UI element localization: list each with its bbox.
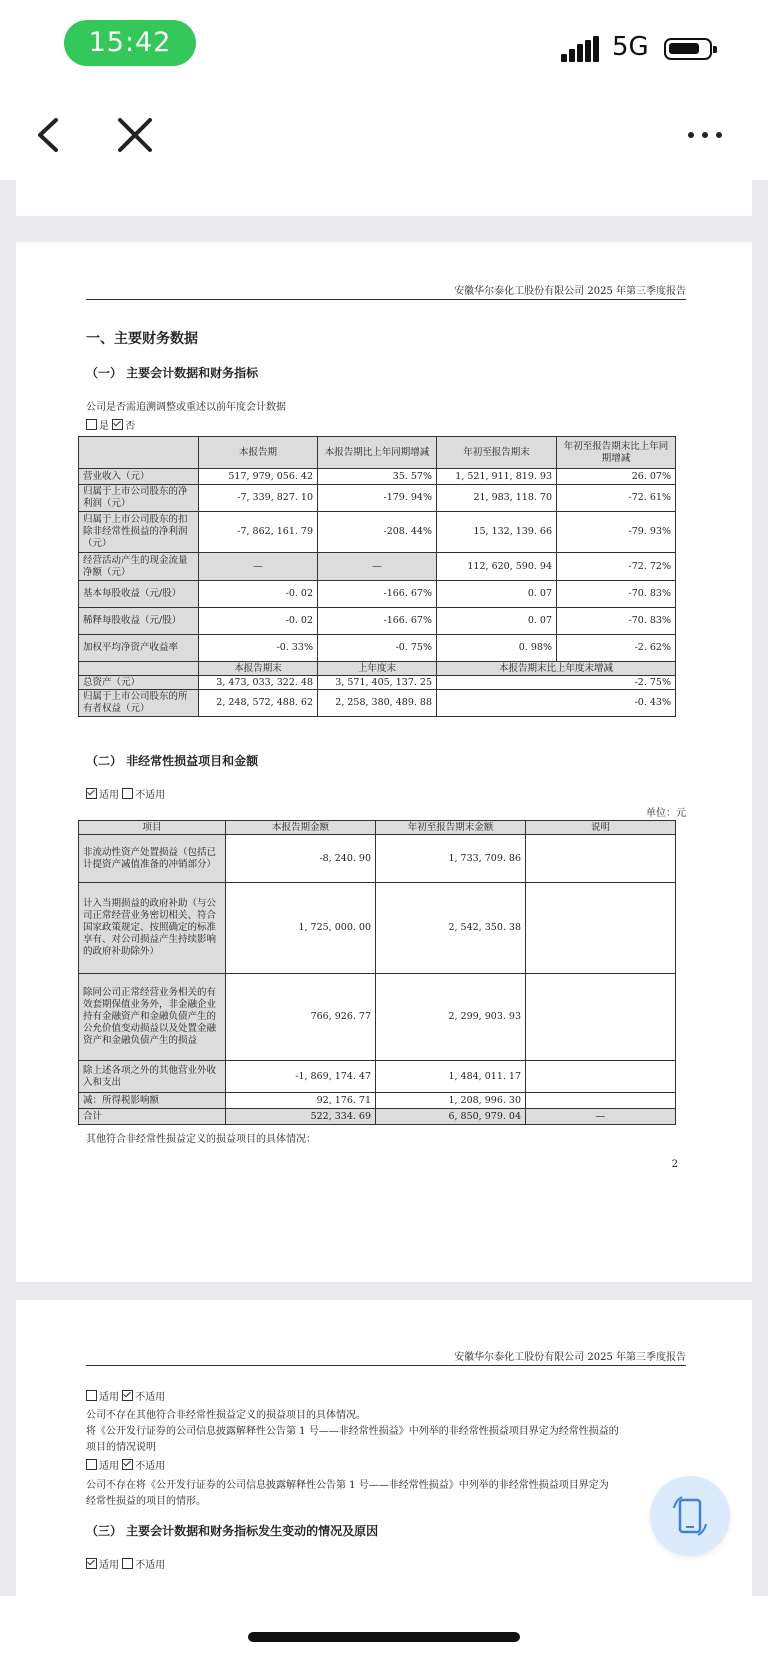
row-label: 营业收入（元）	[79, 469, 199, 485]
table-row	[79, 553, 676, 581]
cell-value: -166. 67%	[318, 581, 437, 608]
paragraph-text: 公司不存在其他符合非经常性损益定义的损益项目的具体情况。	[86, 1410, 366, 1421]
row-label: 合计	[79, 1109, 226, 1125]
applicable-options	[86, 786, 165, 801]
row-label: 归属于上市公司股东的净利润（元）	[79, 485, 199, 512]
option-not-applicable: 不适用	[135, 1461, 166, 1472]
report-header: 安徽华尔泰化工股份有限公司 2025 年第三季度报告	[86, 282, 686, 300]
cell-value: 3, 473, 033, 322. 48	[199, 676, 318, 690]
row-label: 减：所得税影响额	[79, 1093, 226, 1109]
row-label: 计入当期损益的政府补助（与公司正常经营业务密切相关、符合国家政策规定、按照确定的标准享有、对公司损益产生持续影响的政府补助除外）	[79, 883, 226, 974]
cell-value: 0. 98%	[437, 635, 557, 662]
cell-value: 2, 542, 350. 38	[376, 883, 526, 974]
option-no: 否	[125, 421, 136, 432]
cell-value: 6, 850, 979. 04	[376, 1109, 526, 1125]
restate-options	[86, 417, 135, 432]
table-header-cell: 本报告期金额	[226, 821, 376, 835]
cell-value: -179. 94%	[318, 485, 437, 512]
phone-rotate-icon	[670, 1494, 710, 1538]
option-yes: 是	[99, 421, 109, 432]
cell-value: 1, 484, 011. 17	[376, 1061, 526, 1093]
cell-value: -72. 72%	[557, 553, 676, 581]
paragraph-text: 将《公开发行证券的公司信息披露解释性公告第 1 号——非经常性损益》中列举的非经常性损益项目界定为经常性损益的	[86, 1426, 619, 1437]
table-header-cell: 本报告期比上年同期增减	[318, 437, 437, 469]
applicable-options	[86, 1556, 165, 1571]
checkbox-icon	[122, 1558, 133, 1569]
network-type: 5G	[612, 32, 649, 62]
row-label: 归属于上市公司股东的扣除非经常性损益的净利润（元）	[79, 512, 199, 553]
cell-note	[526, 974, 676, 1061]
rotate-screen-button[interactable]	[650, 1476, 730, 1556]
chevron-left-icon[interactable]	[28, 112, 74, 158]
cell-value: 92, 176. 71	[226, 1093, 376, 1109]
cell-note: —	[526, 1109, 676, 1125]
cell-value: —	[318, 553, 437, 581]
paragraph-text: 项目的情况说明	[86, 1442, 156, 1453]
cell-value: -2. 62%	[557, 635, 676, 662]
cell-value: 112, 620, 590. 94	[437, 553, 557, 581]
table-row	[79, 1061, 676, 1093]
cell-value: 3, 571, 405, 137. 25	[318, 676, 437, 690]
report-header: 安徽华尔泰化工股份有限公司 2025 年第三季度报告	[86, 1348, 686, 1366]
table-header-cell	[79, 662, 199, 676]
table-row	[79, 485, 676, 512]
cell-value: 2, 299, 903. 93	[376, 974, 526, 1061]
table-header-row	[79, 437, 676, 469]
cell-value: -0. 02	[199, 581, 318, 608]
table-header-cell: 上年度末	[318, 662, 437, 676]
table-header-cell: 年初至报告期末比上年同期增减	[557, 437, 676, 469]
cell-value: -7, 862, 161. 79	[199, 512, 318, 553]
cell-note	[526, 1061, 676, 1093]
cell-value: 1, 521, 911, 819. 93	[437, 469, 557, 485]
non-recurring-items-table	[78, 820, 676, 1125]
checkbox-checked-icon	[122, 1390, 133, 1401]
option-not-applicable: 不适用	[135, 790, 166, 801]
row-label: 除同公司正常经营业务相关的有效套期保值业务外，非金融企业持有金融资产和金融负债产生的公允价值变动损益以及处置金融资产和金融负债产生的损益	[79, 974, 226, 1061]
cell-value: -0. 33%	[199, 635, 318, 662]
cell-value: 2, 258, 380, 489. 88	[318, 690, 437, 717]
cell-value: -1, 869, 174. 47	[226, 1061, 376, 1093]
table-header-cell	[79, 437, 199, 469]
cell-value: 522, 334. 69	[226, 1109, 376, 1125]
checkbox-icon	[86, 1390, 97, 1401]
nav-bar	[0, 90, 768, 180]
cell-value: 517, 979, 056. 42	[199, 469, 318, 485]
table-header-cell: 本报告期	[199, 437, 318, 469]
document-page-next	[16, 1300, 752, 1596]
cell-value: -2. 75%	[437, 676, 676, 690]
cell-value: -0. 43%	[437, 690, 676, 717]
cell-note	[526, 1093, 676, 1109]
cell-value: 15, 132, 139. 66	[437, 512, 557, 553]
checkbox-checked-icon	[122, 1459, 133, 1470]
checkbox-checked-icon	[112, 419, 123, 430]
status-time[interactable]: 15:42	[64, 20, 196, 66]
cell-value: -70. 83%	[557, 608, 676, 635]
table-header-cell: 年初至报告期末金额	[376, 821, 526, 835]
table-header-row	[79, 662, 676, 676]
option-applicable: 适用	[99, 1392, 119, 1403]
paragraph-text: 公司不存在将《公开发行证券的公司信息披露解释性公告第 1 号——非经常性损益》中列举的非经常性损益项目界定为	[86, 1480, 609, 1491]
cell-value: 0. 07	[437, 581, 557, 608]
table-row	[79, 1093, 676, 1109]
cell-value: 26. 07%	[557, 469, 676, 485]
table-row	[79, 608, 676, 635]
table-row	[79, 1109, 676, 1125]
checkbox-icon	[86, 419, 97, 430]
table-header-cell: 年初至报告期末	[437, 437, 557, 469]
table-row	[79, 469, 676, 485]
restate-question: 公司是否需追溯调整或重述以前年度会计数据	[86, 402, 286, 413]
home-indicator[interactable]	[248, 1632, 520, 1642]
option-not-applicable: 不适用	[135, 1392, 166, 1403]
cell-value: -0. 02	[199, 608, 318, 635]
table-header-cell: 项目	[79, 821, 226, 835]
document-page-prev	[16, 180, 752, 216]
checkbox-checked-icon	[86, 1558, 97, 1569]
more-dots-icon[interactable]	[682, 112, 728, 158]
subsection-title: （二） 非经常性损益项目和金额	[86, 754, 259, 768]
cell-value: —	[199, 553, 318, 581]
battery-icon	[664, 38, 712, 60]
document-page	[16, 242, 752, 1282]
row-label: 除上述各项之外的其他营业外收入和支出	[79, 1061, 226, 1093]
cell-value: 2, 248, 572, 488. 62	[199, 690, 318, 717]
table-header-cell: 本报告期末比上年度末增减	[437, 662, 676, 676]
section-title: 一、主要财务数据	[86, 331, 198, 347]
row-label: 经营活动产生的现金流量净额（元）	[79, 553, 199, 581]
page-number: 2	[671, 1159, 678, 1170]
table-row	[79, 581, 676, 608]
cell-note	[526, 835, 676, 883]
row-label: 加权平均净资产收益率	[79, 635, 199, 662]
other-items-note: 其他符合非经常性损益定义的损益项目的具体情况：	[86, 1134, 316, 1145]
table-row	[79, 676, 676, 690]
cell-value: -7, 339, 827. 10	[199, 485, 318, 512]
cell-value: 0. 07	[437, 608, 557, 635]
row-label: 基本每股收益（元/股）	[79, 581, 199, 608]
row-label: 稀释每股收益（元/股）	[79, 608, 199, 635]
table-row	[79, 835, 676, 883]
cell-value: 766, 926. 77	[226, 974, 376, 1061]
document-viewer[interactable]	[0, 180, 768, 1596]
table-row	[79, 512, 676, 553]
option-applicable: 适用	[99, 790, 119, 801]
table-row	[79, 974, 676, 1061]
status-bar	[0, 0, 768, 90]
checkbox-icon	[86, 1459, 97, 1470]
table-header-cell: 说明	[526, 821, 676, 835]
signal-icon	[561, 36, 601, 62]
applicable-options	[86, 1388, 165, 1403]
cell-value: -0. 75%	[318, 635, 437, 662]
checkbox-icon	[122, 788, 133, 799]
unit-label: 单位：元	[646, 808, 686, 819]
cell-value: 35. 57%	[318, 469, 437, 485]
cell-value: -208. 44%	[318, 512, 437, 553]
subsection-title: （三） 主要会计数据和财务指标发生变动的情况及原因	[86, 1524, 379, 1538]
cell-value: -79. 93%	[557, 512, 676, 553]
applicable-options	[86, 1457, 165, 1472]
cell-value: -70. 83%	[557, 581, 676, 608]
table-row	[79, 883, 676, 974]
option-applicable: 适用	[99, 1461, 119, 1472]
row-label: 归属于上市公司股东的所有者权益（元）	[79, 690, 199, 717]
close-icon[interactable]	[112, 112, 158, 158]
cell-value: 1, 733, 709. 86	[376, 835, 526, 883]
cell-value: 1, 208, 996. 30	[376, 1093, 526, 1109]
table-row	[79, 690, 676, 717]
option-applicable: 适用	[99, 1560, 119, 1571]
cell-note	[526, 883, 676, 974]
table-row	[79, 635, 676, 662]
row-label: 非流动性资产处置损益（包括已计提资产减值准备的冲销部分）	[79, 835, 226, 883]
cell-value: -72. 61%	[557, 485, 676, 512]
paragraph-text: 经常性损益的项目的情形。	[86, 1496, 206, 1507]
checkbox-checked-icon	[86, 788, 97, 799]
cell-value: 21, 983, 118. 70	[437, 485, 557, 512]
table-header-row	[79, 821, 676, 835]
table-header-cell: 本报告期末	[199, 662, 318, 676]
option-not-applicable: 不适用	[135, 1560, 166, 1571]
financial-data-table	[78, 436, 676, 717]
cell-value: -8, 240. 90	[226, 835, 376, 883]
cell-value: 1, 725, 000. 00	[226, 883, 376, 974]
cell-value: -166. 67%	[318, 608, 437, 635]
subsection-title: （一） 主要会计数据和财务指标	[86, 366, 259, 380]
row-label: 总资产（元）	[79, 676, 199, 690]
